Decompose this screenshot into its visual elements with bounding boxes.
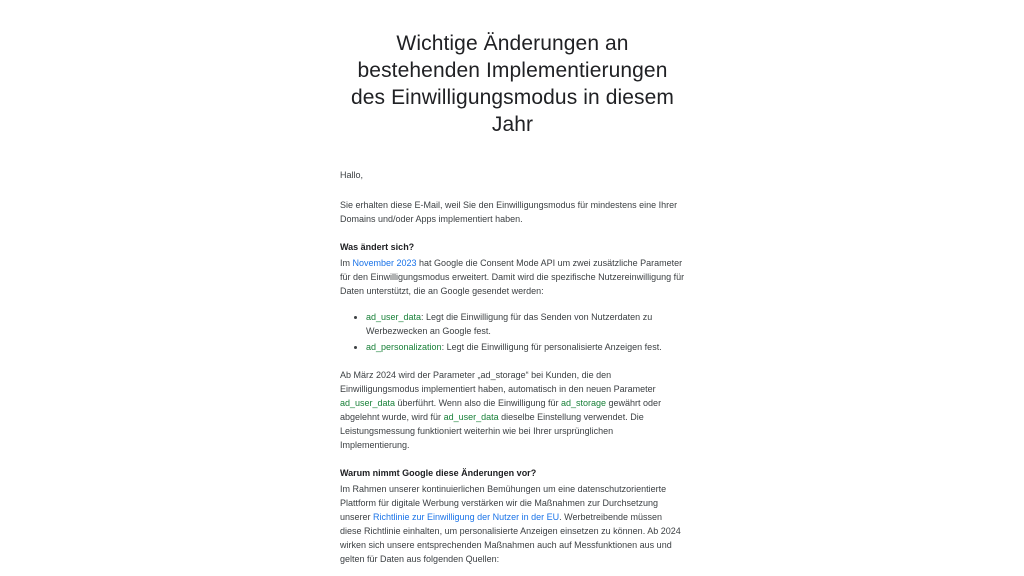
november-2023-link[interactable]: November 2023 (352, 258, 417, 268)
code-ad-user-data-3: ad_user_data (443, 412, 499, 422)
intro-paragraph: Sie erhalten diese E-Mail, weil Sie den Einwilligungsmodus für mindestens eine Ihrer Domains und/oder Apps implementiert haben. (340, 200, 678, 224)
code-ad-storage: ad_storage (560, 398, 607, 408)
what-changes-text-before: Im (340, 258, 353, 268)
list-item (366, 310, 685, 338)
code-ad-user-data-2: ad_user_data (340, 398, 396, 408)
why-changes-text-before: Im Rahmen unserer kontinuierlichen Bemühungen um eine datenschutzorientierte Plattform für digitale Werbung verstärken wir die Maßnahmen zur Durchsetzung unserer (340, 484, 667, 522)
eu-user-consent-policy-link[interactable]: Richtlinie zur Einwilligung der Nutzer in der EU (373, 512, 560, 522)
followup-text-3: gewährt oder abgelehnt wurde, wird für (340, 398, 662, 422)
followup-text-2: überführt. Wenn also die Einwilligung für (395, 398, 561, 408)
greeting-text: Hallo, (340, 170, 364, 180)
why-changes-text-after: . Werbetreibende müssen diese Richtlinie einhalten, um personalisierte Anzeigen einsetzen zu können. Ab 2024 wirken sich unsere entsprechenden Maßnahmen auch auf Messfunktionen aus und gelten für Daten aus folgenden Quellen: (340, 512, 681, 564)
what-changes-text-after: hat Google die Consent Mode API um zwei zusätzliche Parameter für den Einwilligungsmodus erweitert. Damit wird die spezifische Nutzereinwilligung für Daten unterstützt, die an Google gesendet werden: (340, 258, 685, 296)
list-item (366, 340, 685, 354)
code-ad-personalization: ad_personalization (366, 342, 442, 352)
code-ad-user-data: ad_user_data (366, 312, 422, 322)
email-body (340, 30, 685, 576)
section-heading-what-changes: Was ändert sich? (340, 242, 415, 252)
what-changes-paragraph (340, 256, 685, 298)
bullet-text-1: : Legt die Einwilligung für das Senden von Nutzerdaten zu Werbezwecken an Google fest. (366, 312, 653, 336)
section-heading-why-changes: Warum nimmt Google diese Änderungen vor? (340, 468, 537, 478)
page-title: Wichtige Änderungen an bestehenden Implementierungen des Einwilligungsmodus in diesem Jahr (350, 32, 675, 136)
followup-text-1: Ab März 2024 wird der Parameter „ad_storage“ bei Kunden, die den Einwilligungsmodus implementiert haben, automatisch in den neuen Parameter (340, 370, 656, 394)
bullet-text-2: : Legt die Einwilligung für personalisierte Anzeigen fest. (441, 342, 662, 352)
followup-paragraph (340, 368, 685, 452)
followup-text-4: dieselbe Einstellung verwendet. Die Leistungsmessung funktioniert weiterhin wie bei Ihrer ursprünglichen Implementierung. (340, 412, 644, 450)
parameter-list (340, 310, 685, 354)
why-changes-paragraph (340, 482, 685, 566)
